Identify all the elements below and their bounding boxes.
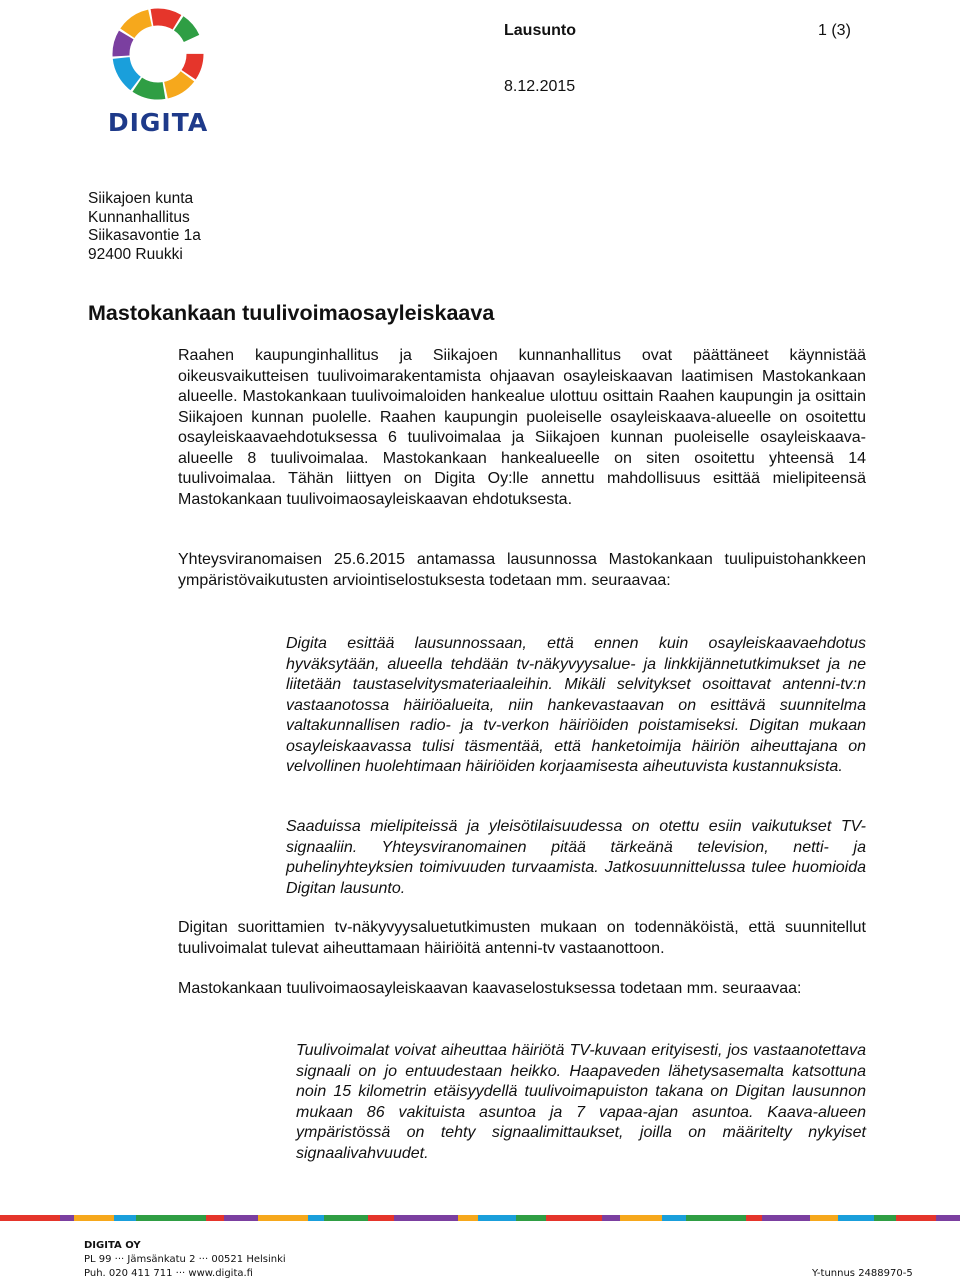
body-paragraph-1 xyxy=(178,346,866,510)
footer-bar-segment xyxy=(546,1215,602,1221)
footer-bar-segment xyxy=(746,1215,762,1221)
digita-logo xyxy=(96,4,220,137)
footer-company: DIGITA OY xyxy=(84,1240,141,1251)
document-title: Mastokankaan tuulivoimaosayleiskaava xyxy=(88,301,495,325)
footer-bar-segment xyxy=(114,1215,136,1221)
quote-text: Digita esittää lausunnossaan, että ennen kuin osayleiskaavaehdotus hyväksytään, alueella tehdään tv-näkyvyysalue- ja linkkijännetutkimukset ja ne liitetään taustaselvitysmateriaaleihin. Mikäli selvitykset osoittavat antenni-tv:n vastaanotossa häiriöalueita, niin hankevastaavan on esittävä suunnitelma valtakunnallisen radio- ja tv-verkon häiriöiden poistamiseksi. Digitan mukaan osayleiskaavassa tulisi täsmentää, että hanketoimija häiriön aiheuttajana on velvollinen huolehtimaan häiriöiden korjaamisesta aiheutuvista kustannuksista. xyxy=(286,635,866,775)
footer-bar-segment xyxy=(206,1215,224,1221)
footer-bar-segment xyxy=(662,1215,686,1221)
paragraph-text: Raahen kaupunginhallitus ja Siikajoen kunnanhallitus ovat päättäneet käynnistää oikeusvaikutteisen tuulivoimarakentamista ohjaavan osayleiskaavan laatimisen Mastokankaan alueelle. Mastokankaan tuulivoimaloiden hankealue ulottuu osittain Raahen kaupungin ja osittain Siikajoen kunnan puolelle. Raahen kaupungin puoleiselle osayleiskaava-alueelle on osoitettu osayleiskaavaehdotuksessa 6 tuulivoimalaa ja Siikajoen kunnan puoleiselle osayleiskaava-alueelle 8 tuulivoimalaa. Mastokankaan hankealueelle on siten osoitettu yhteensä 14 tuulivoimalaa. Tähän liittyen on Digita Oy:lle annettu mahdollisuus esittää mielipiteensä Mastokankaan tuulivoimaosayleiskaavan ehdotuksesta. xyxy=(178,347,866,508)
footer-bar-segment xyxy=(224,1215,258,1221)
recipient-line: Siikasavontie 1a xyxy=(88,227,201,244)
recipient-line: Siikajoen kunta xyxy=(88,190,194,207)
body-paragraph-3 xyxy=(178,918,866,959)
document-type: Lausunto xyxy=(504,22,576,39)
recipient-address xyxy=(88,190,201,264)
page-number: 1 (3) xyxy=(818,22,851,39)
footer-bar-segment xyxy=(762,1215,810,1221)
footer-bar-segment xyxy=(60,1215,74,1221)
footer-address: PL 99 ··· Jämsänkatu 2 ··· 00521 Helsinki xyxy=(84,1254,286,1265)
footer-bar-segment xyxy=(324,1215,368,1221)
quote-text: Tuulivoimalat voivat aiheuttaa häiriötä TV-kuvaan erityisesti, jos vastaanotettava signaali on jo entuudestaan heikko. Haapaveden lähetysasemalta katsottuna noin 15 kilometrin etäisyydellä tuulivoimapuiston takana on Digitan lausunnon mukaan 86 vakituista asuntoa ja 7 vapaa-ajan asuntoa. Kaava-alueen ympäristössä on tehty signaalimittaukset, joilla on määritelty nykyiset signaalivahvuudet. xyxy=(296,1042,866,1162)
footer-bar-segment xyxy=(936,1215,960,1221)
footer-bar-segment xyxy=(602,1215,620,1221)
footer-bar-segment xyxy=(308,1215,324,1221)
footer-bar-segment xyxy=(0,1215,60,1221)
footer-bar-segment xyxy=(516,1215,546,1221)
footer-color-bar xyxy=(0,1215,960,1221)
digita-ring-logo-icon xyxy=(108,4,208,104)
footer-bar-segment xyxy=(136,1215,206,1221)
quote-text: Saaduissa mielipiteissä ja yleisötilaisuudessa on otettu esiin vaikutukset TV-signaaliin. Yhteysviranomainen pitää tärkeänä television, netti- ja puhelinyhteyksien toimivuuden turvaamista. Jatkosuunnittelussa tulee huomioida Digitan lausunto. xyxy=(286,818,866,897)
footer-bar-segment xyxy=(896,1215,936,1221)
footer-bar-segment xyxy=(810,1215,838,1221)
quote-block-3 xyxy=(296,1041,866,1164)
footer-bar-segment xyxy=(478,1215,516,1221)
paragraph-text: Digitan suorittamien tv-näkyvyysaluetutkimusten mukaan on todennäköistä, että suunnitellut tuulivoimalat tulevat aiheuttamaan häiriöitä antenni-tv vastaanottoon. xyxy=(178,919,866,957)
footer-bar-segment xyxy=(258,1215,308,1221)
footer-bar-segment xyxy=(394,1215,458,1221)
logo-wordmark: DIGITA xyxy=(107,108,209,137)
recipient-line: Kunnanhallitus xyxy=(88,208,190,226)
footer-bar-segment xyxy=(74,1215,114,1221)
recipient-line: 92400 Ruukki xyxy=(88,245,183,263)
footer-bar-segment xyxy=(874,1215,896,1221)
footer-contact: Puh. 020 411 711 ··· www.digita.fi xyxy=(84,1268,253,1279)
body-paragraph-4 xyxy=(178,979,866,1000)
footer-business-id: Y-tunnus 2488970-5 xyxy=(812,1268,913,1279)
footer-bar-segment xyxy=(838,1215,874,1221)
footer-bar-segment xyxy=(368,1215,394,1221)
paragraph-text: Mastokankaan tuulivoimaosayleiskaavan kaavaselostuksessa todetaan mm. seuraavaa: xyxy=(178,980,802,997)
quote-block-2 xyxy=(286,817,866,899)
body-paragraph-2 xyxy=(178,550,866,591)
footer-bar-segment xyxy=(686,1215,746,1221)
quote-block-1 xyxy=(286,634,866,778)
document-date: 8.12.2015 xyxy=(504,78,576,95)
footer-bar-segment xyxy=(620,1215,662,1221)
footer-bar-segment xyxy=(458,1215,478,1221)
paragraph-text: Yhteysviranomaisen 25.6.2015 antamassa lausunnossa Mastokankaan tuulipuistohankkeen ympäristövaikutusten arviointiselostuksesta todetaan mm. seuraavaa: xyxy=(178,551,866,589)
